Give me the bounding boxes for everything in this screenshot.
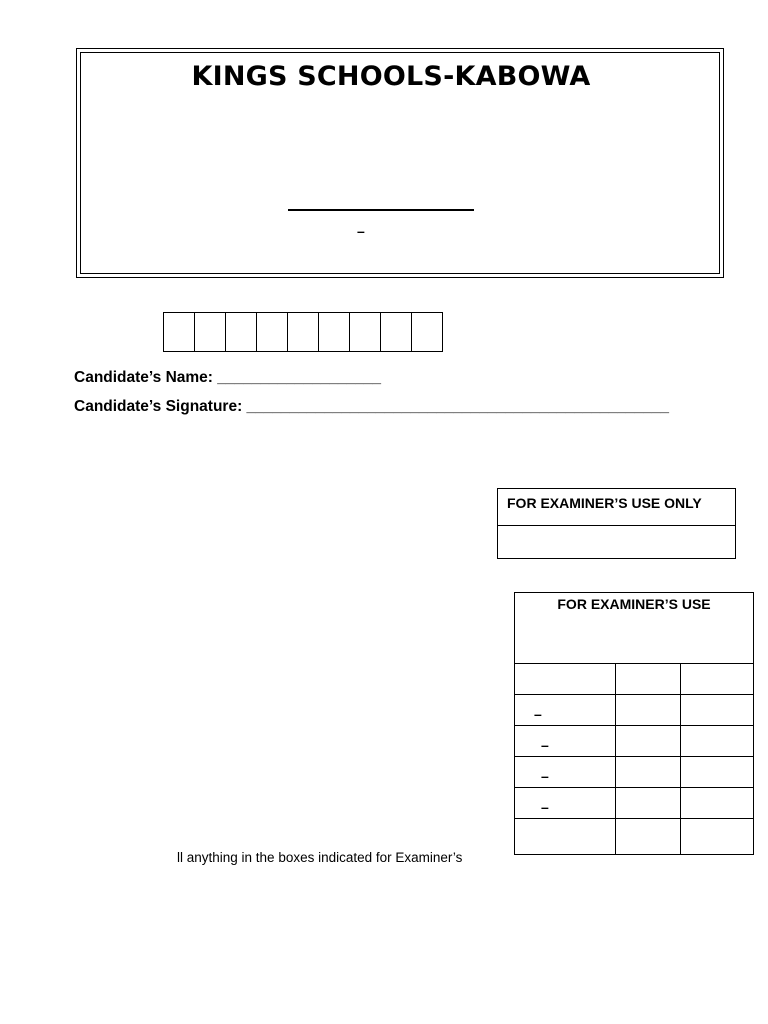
row-label: –	[534, 706, 542, 722]
table-cell	[616, 664, 681, 695]
index-digit-box[interactable]	[163, 312, 195, 352]
row-label: –	[541, 799, 549, 815]
table-row	[515, 726, 754, 757]
instruction-text: ll anything in the boxes indicated for Examiner’s	[177, 850, 463, 865]
examiner-table-title: FOR EXAMINER’S USE	[515, 593, 754, 664]
header-box	[76, 48, 724, 278]
table-cell[interactable]	[616, 757, 681, 788]
table-row	[515, 788, 754, 819]
table-cell	[515, 757, 616, 788]
table-cell[interactable]	[616, 695, 681, 726]
table-cell	[515, 726, 616, 757]
row-label: –	[541, 768, 549, 784]
examiner-use-only-box	[497, 488, 736, 559]
title-underline	[288, 209, 474, 211]
table-cell[interactable]	[616, 819, 681, 855]
table-row	[515, 757, 754, 788]
index-digit-box[interactable]	[349, 312, 381, 352]
index-digit-box[interactable]	[318, 312, 350, 352]
table-cell[interactable]	[681, 788, 754, 819]
index-digit-box[interactable]	[256, 312, 288, 352]
table-row	[515, 819, 754, 855]
table-cell[interactable]	[681, 819, 754, 855]
table-cell[interactable]	[681, 726, 754, 757]
index-digit-box[interactable]	[225, 312, 257, 352]
candidate-name-field[interactable]: Candidate’s Name: ___________________	[74, 369, 382, 386]
examiner-use-only-title: FOR EXAMINER’S USE ONLY	[498, 489, 735, 526]
school-title: KINGS SCHOOLS-KABOWA	[191, 61, 591, 92]
table-cell[interactable]	[681, 757, 754, 788]
index-number-boxes	[163, 312, 443, 352]
candidate-signature-field[interactable]: Candidate’s Signature: _________________________________________________	[74, 398, 669, 415]
table-cell	[515, 788, 616, 819]
table-cell[interactable]	[616, 726, 681, 757]
table-cell	[515, 664, 616, 695]
table-row	[515, 664, 754, 695]
title-dash: –	[357, 223, 365, 239]
table-cell[interactable]	[616, 788, 681, 819]
index-digit-box[interactable]	[411, 312, 443, 352]
table-row	[515, 695, 754, 726]
table-cell	[515, 695, 616, 726]
index-digit-box[interactable]	[380, 312, 412, 352]
index-digit-box[interactable]	[287, 312, 319, 352]
row-label: –	[541, 737, 549, 753]
table-cell	[515, 819, 616, 855]
header-inner-border	[80, 52, 720, 274]
table-cell[interactable]	[681, 695, 754, 726]
index-digit-box[interactable]	[194, 312, 226, 352]
table-cell	[681, 664, 754, 695]
examiner-marks-table	[514, 592, 754, 855]
